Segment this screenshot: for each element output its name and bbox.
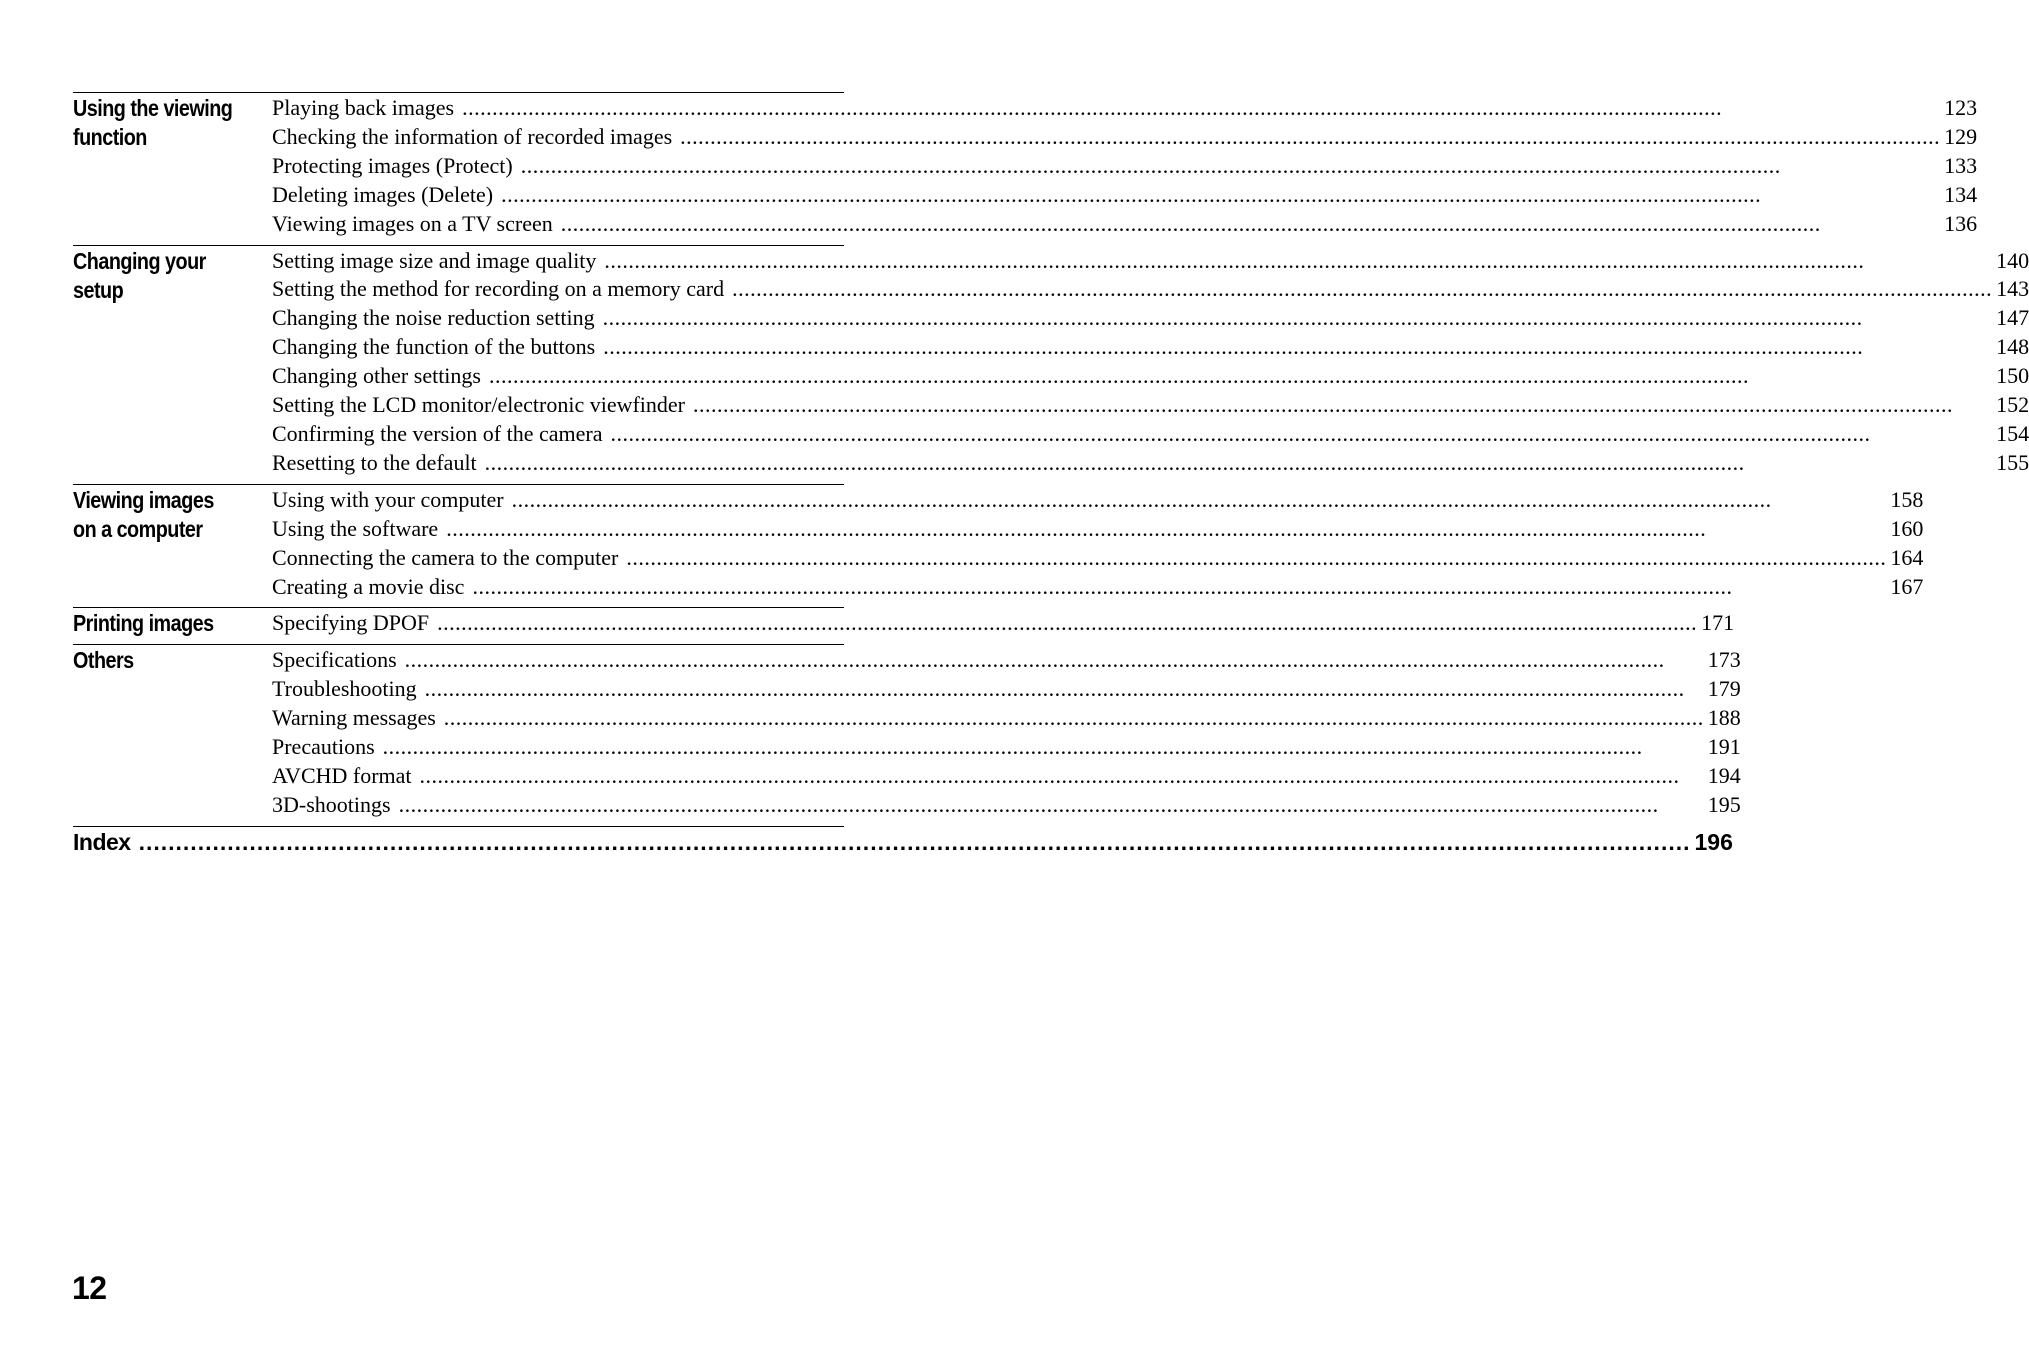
dot-leader <box>693 391 1992 420</box>
entry-label: Connecting the camera to the computer <box>272 544 619 570</box>
toc-section-viewing-on-computer <box>73 484 1924 608</box>
toc-entry[interactable] <box>272 515 1923 544</box>
dot-leader <box>420 762 1704 791</box>
section-entries <box>272 94 1977 239</box>
toc-entry[interactable] <box>272 304 2029 333</box>
toc-entry[interactable] <box>272 391 2029 420</box>
dot-leader <box>521 152 1940 181</box>
dot-leader <box>680 123 1940 152</box>
dot-leader <box>611 420 1993 449</box>
entry-label: Using with your computer <box>272 486 504 512</box>
entry-page: 191 <box>1707 734 1741 760</box>
entry-label: Setting the method for recording on a memory card <box>272 276 725 302</box>
entry-page: 194 <box>1707 763 1741 789</box>
toc-entry[interactable] <box>272 762 1741 791</box>
toc-section-printing <box>73 607 1735 644</box>
entry-label: Protecting images (Protect) <box>272 152 513 178</box>
dot-leader <box>604 247 1992 276</box>
dot-leader <box>444 704 1704 733</box>
toc-entry[interactable] <box>272 333 2029 362</box>
toc-entry[interactable] <box>272 573 1923 602</box>
toc-entry[interactable] <box>272 486 1923 515</box>
entry-label: Changing the noise reduction setting <box>272 305 595 331</box>
entry-page: 158 <box>1890 486 1924 512</box>
page-number: 12 <box>72 1270 107 1306</box>
entry-label: AVCHD format <box>272 763 412 789</box>
toc-entry[interactable] <box>272 733 1741 762</box>
entry-page: 143 <box>1996 276 2029 302</box>
entry-page: 136 <box>1944 210 1978 236</box>
dot-leader <box>472 573 1886 602</box>
entry-label: Deleting images (Delete) <box>272 181 494 207</box>
entry-page: 129 <box>1944 123 1978 149</box>
entry-page: 134 <box>1944 181 1978 207</box>
entry-label: Setting image size and image quality <box>272 247 597 273</box>
entry-page: 179 <box>1707 676 1741 702</box>
toc-entry[interactable] <box>272 362 2029 391</box>
toc-entry[interactable] <box>272 123 1977 152</box>
entry-page: 133 <box>1944 152 1978 178</box>
entry-page: 140 <box>1996 247 2029 273</box>
dot-leader <box>501 181 1940 210</box>
entry-label: Playing back images <box>272 95 455 120</box>
dot-leader <box>626 544 1886 573</box>
entry-label: Checking the information of recorded images <box>272 123 673 149</box>
dot-leader <box>399 791 1704 820</box>
toc-section-changing-setup <box>73 245 2029 484</box>
dot-leader <box>405 646 1704 675</box>
toc-section-others <box>73 644 1741 825</box>
toc-entry[interactable] <box>272 181 1977 210</box>
dot-leader <box>425 675 1704 704</box>
section-entries <box>272 486 1923 602</box>
entry-page: 188 <box>1707 705 1741 731</box>
section-title: Changing your setup <box>73 247 206 303</box>
toc-entry[interactable] <box>272 210 1977 239</box>
toc-entry[interactable] <box>272 675 1741 704</box>
index-page: 196 <box>1694 828 1733 855</box>
toc-entry[interactable] <box>272 791 1741 820</box>
entry-page: 154 <box>1996 420 2029 446</box>
entry-label: Changing other settings <box>272 363 481 389</box>
entry-page: 160 <box>1890 515 1924 541</box>
entry-page: 195 <box>1707 791 1741 817</box>
toc-entry[interactable] <box>272 275 2029 304</box>
dot-leader <box>732 275 1992 304</box>
entry-page: 147 <box>1996 305 2029 331</box>
dot-leader <box>139 828 1691 856</box>
toc-entry[interactable] <box>272 544 1923 573</box>
dot-leader <box>446 515 1886 544</box>
section-title: Printing images <box>73 610 214 637</box>
toc-section-viewing-function <box>73 92 1978 245</box>
entry-page: 167 <box>1890 573 1924 599</box>
toc-index-entry[interactable] <box>73 826 1733 856</box>
dot-leader <box>437 609 1697 638</box>
section-entries <box>272 609 1734 638</box>
entry-page: 173 <box>1707 647 1741 673</box>
toc-entry[interactable] <box>272 704 1741 733</box>
entry-page: 123 <box>1944 95 1978 120</box>
entry-label: Setting the LCD monitor/electronic viewfinder <box>272 392 686 418</box>
entry-label: Specifying DPOF <box>272 610 430 636</box>
section-entries <box>272 646 1741 819</box>
index-label: Index <box>73 828 131 855</box>
section-title: Using the viewing function <box>73 95 233 150</box>
toc-entry[interactable] <box>272 94 1977 123</box>
section-entries <box>272 247 2029 478</box>
dot-leader <box>489 362 1992 391</box>
dot-leader <box>383 733 1704 762</box>
toc-entry[interactable] <box>272 420 2029 449</box>
toc-entry[interactable] <box>272 646 1741 675</box>
entry-label: Changing the function of the buttons <box>272 334 596 360</box>
section-title: Others <box>73 647 134 674</box>
entry-label: Resetting to the default <box>272 449 477 475</box>
toc-entry[interactable] <box>272 152 1977 181</box>
entry-label: Warning messages <box>272 705 436 731</box>
dot-leader <box>603 333 1992 362</box>
entry-label: Using the software <box>272 515 439 541</box>
dot-leader <box>485 449 1992 478</box>
dot-leader <box>512 486 1887 515</box>
entry-page: 152 <box>1996 392 2029 418</box>
entry-label: Troubleshooting <box>272 676 417 702</box>
entry-label: Viewing images on a TV screen <box>272 210 553 236</box>
entry-label: Precautions <box>272 734 375 760</box>
dot-leader <box>561 210 1940 239</box>
toc-entry[interactable] <box>272 609 1734 638</box>
toc-entry[interactable] <box>272 247 2029 276</box>
entry-label: Confirming the version of the camera <box>272 420 603 446</box>
entry-page: 148 <box>1996 334 2029 360</box>
toc-entry[interactable] <box>272 449 2029 478</box>
entry-label: 3D-shootings <box>272 791 391 817</box>
entry-label: Creating a movie disc <box>272 573 465 599</box>
entry-label: Specifications <box>272 647 397 673</box>
table-of-contents <box>73 92 2029 856</box>
entry-page: 155 <box>1996 449 2029 475</box>
dot-leader <box>462 94 1940 123</box>
entry-page: 150 <box>1996 363 2029 389</box>
section-title: Viewing images on a computer <box>73 486 214 542</box>
dot-leader <box>603 304 1992 333</box>
entry-page: 164 <box>1890 544 1924 570</box>
entry-page: 171 <box>1701 610 1735 636</box>
